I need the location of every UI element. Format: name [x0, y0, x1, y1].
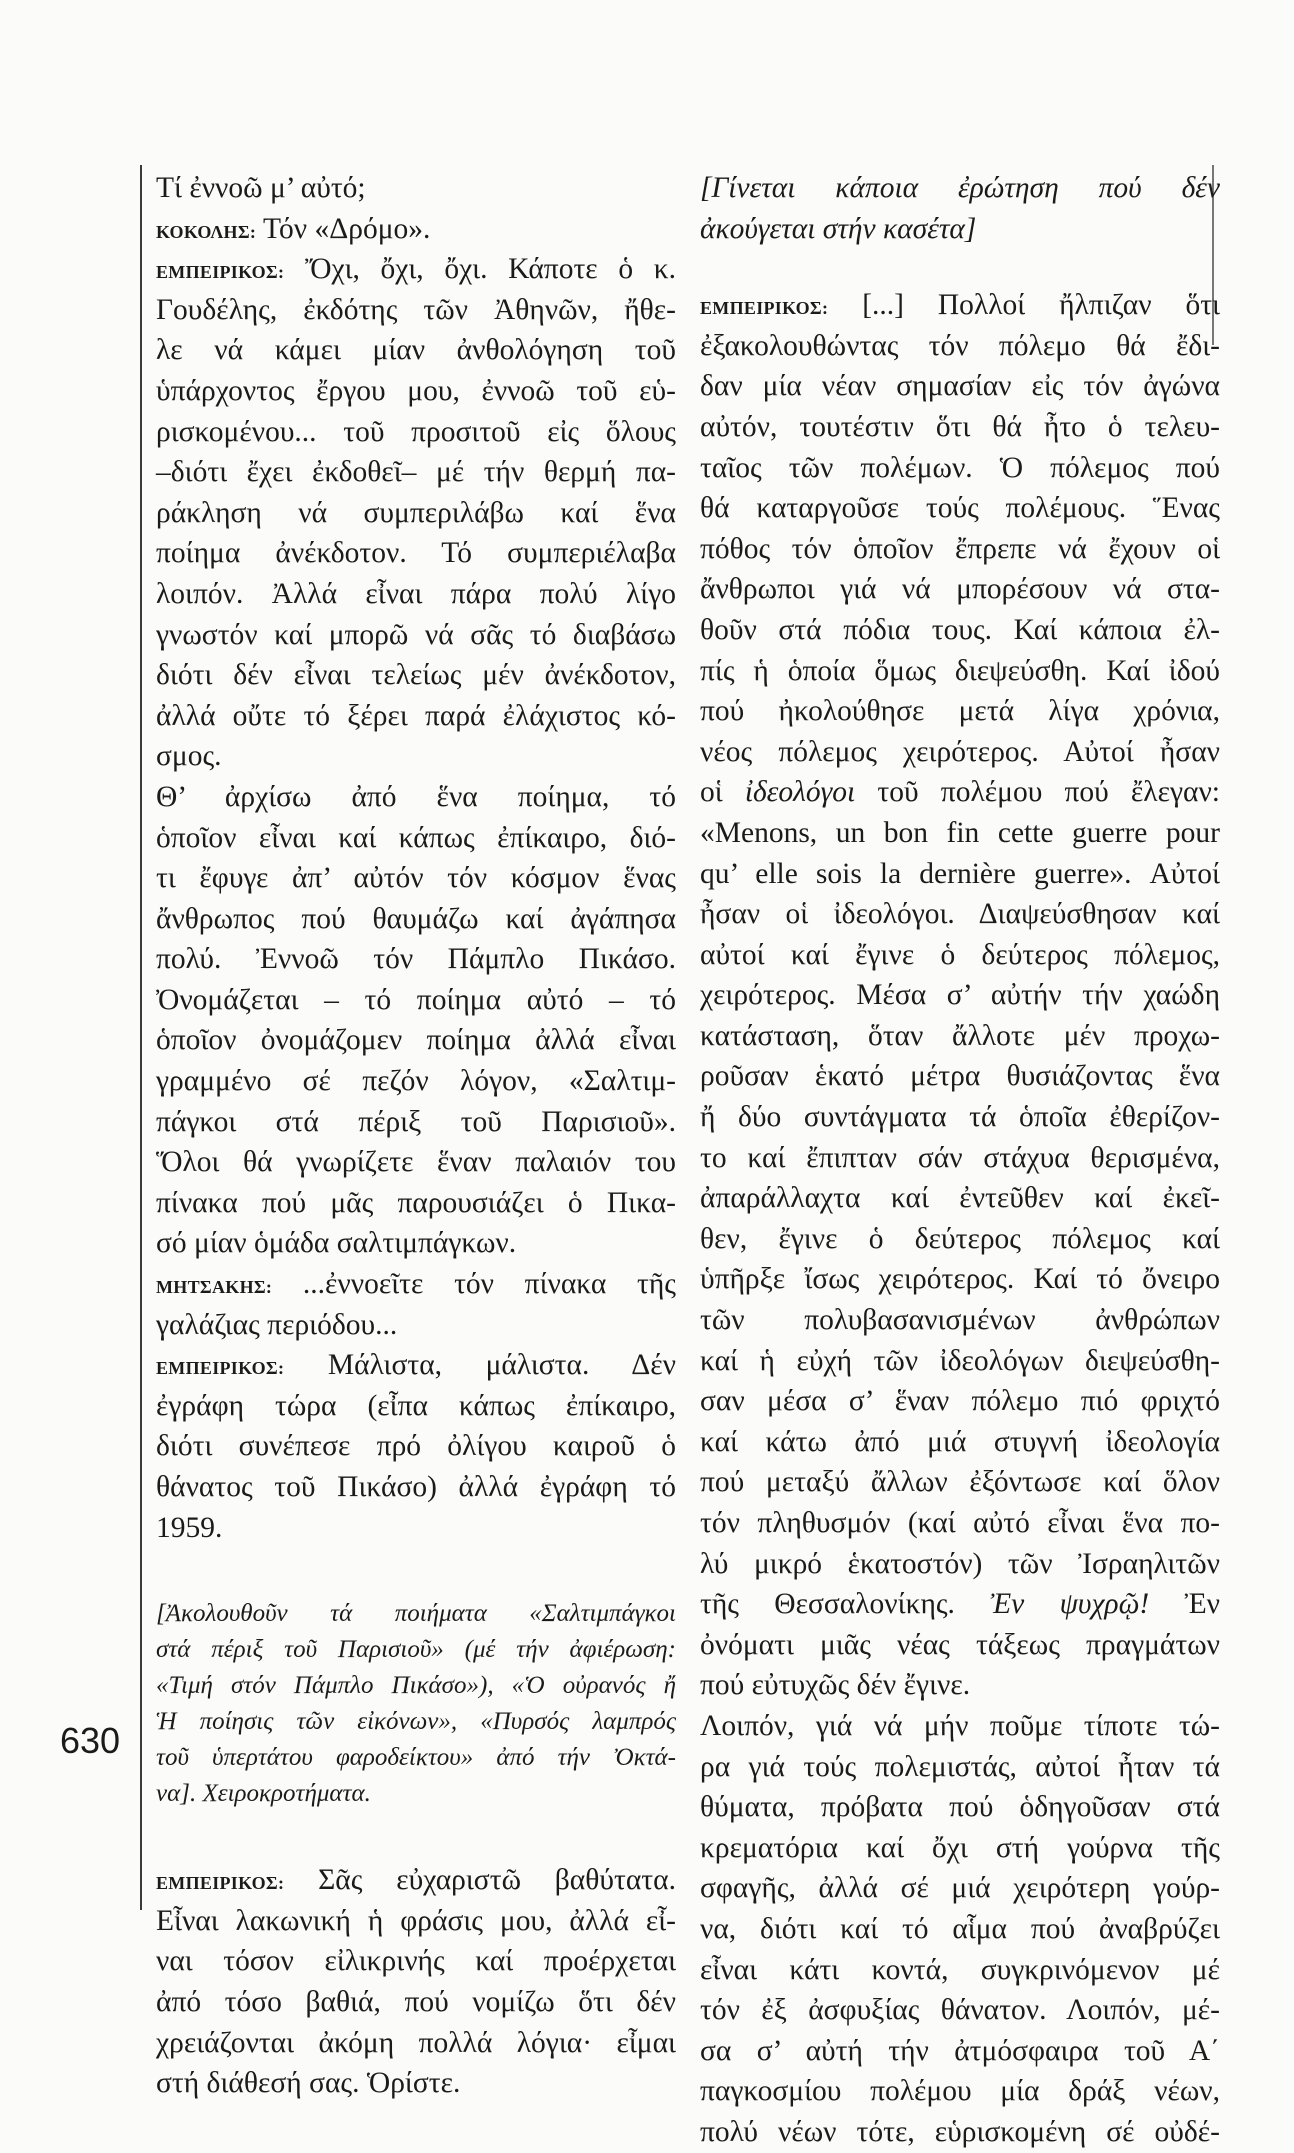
text-span: Ὄχι, ὄχι, ὄχι. Κάποτε ὁ κ. [284, 253, 676, 286]
text-span: πολύ. Ἐννοῶ τόν Πάμπλο Πικάσο. [156, 943, 676, 976]
text-line [700, 772, 1220, 813]
text-line [156, 696, 676, 737]
text-span: να, διότι καί τό αἷμα πού ἀναβρύζει [700, 1912, 1220, 1945]
text-line [156, 1668, 676, 1704]
text-line [700, 2112, 1220, 2153]
text-line [700, 1219, 1220, 1260]
text-span: ὁποῖον ὀνομάζομεν ποίημα ἀλλά εἶναι [156, 1024, 676, 1057]
text-span: διότι συνέπεσε πρό ὀλίγου καιροῦ ὁ [156, 1430, 676, 1463]
text-span: ἰδεολόγοι [744, 776, 856, 809]
text-line [156, 249, 676, 290]
text-line [700, 366, 1220, 407]
text-span: καί ἡ εὐχή τῶν ἰδεολόγων διεψεύσθη- [700, 1344, 1220, 1377]
text-span: τῶν πολυβασανισμένων ἀνθρώπων [700, 1304, 1220, 1337]
text-span: ρα γιά τούς πολεμιστάς, αὐτοί ἦταν τά [700, 1750, 1220, 1783]
text-line [700, 1706, 1220, 1747]
text-line [700, 326, 1220, 367]
text-span: ἦσαν οἱ ἰδεολόγοι. Διαψεύσθησαν καί [700, 898, 1220, 931]
text-span: Σᾶς εὐχαριστῶ βαθύτατα. [284, 1864, 676, 1897]
text-line [700, 168, 1220, 209]
text-line [700, 1909, 1220, 1950]
text-span: ἄνθρωποι γιά νά μπορέσουν νά στα- [700, 573, 1220, 606]
text-line [156, 1508, 676, 1549]
text-span: δαν μία νέαν σημασίαν εἰς τόν ἀγώνα [700, 370, 1220, 403]
text-line [156, 980, 676, 1021]
page-number: 630 [60, 1720, 121, 1761]
text-line [700, 1787, 1220, 1828]
text-line [156, 412, 676, 453]
text-line [156, 1740, 676, 1776]
speaker-name: ΕΜΠΕΙΡΙΚΟΣ: [156, 1358, 285, 1379]
text-span: Ὀνομάζεται – τό ποίημα αὐτό – τό [156, 983, 676, 1016]
text-span: αὐτόν, τουτέστιν ὅτι θά ἦτο ὁ τελευ- [700, 410, 1220, 443]
text-span: –διότι ἔχει ἐκδοθεῖ– μέ τήν θερμή πα- [156, 456, 676, 489]
paragraph-gap [700, 249, 1220, 285]
text-line [700, 285, 1220, 326]
text-line [156, 1901, 676, 1942]
text-span: ὑπάρχοντος ἔργου μου, ἐννοῶ τοῦ εὑ- [156, 374, 676, 407]
text-span: σμος. [156, 740, 222, 773]
text-line [700, 1138, 1220, 1179]
text-span: πού μεταξύ ἄλλων ἐξόντωσε καί ὅλον [700, 1466, 1220, 1499]
text-line [156, 899, 676, 940]
paragraph-gap [156, 1812, 676, 1860]
text-line [156, 2023, 676, 2064]
text-span: γνωστόν καί μπορῶ νά σᾶς τό διαβάσω [156, 618, 676, 651]
text-span: Ἡ ποίησις τῶν εἰκόνων», «Πυρσός λαμπρός [156, 1708, 676, 1736]
text-line [156, 1102, 676, 1143]
text-line [156, 736, 676, 777]
text-line [700, 529, 1220, 570]
text-span: στή διάθεσή σας. Ὁρίστε. [156, 2067, 461, 2100]
text-span: ρισκομένου... τοῦ προσιτοῦ εἰς ὅλους [156, 415, 676, 448]
text-line [156, 2063, 676, 2104]
text-span: Ἐν [1149, 1588, 1220, 1621]
text-span: Τόν «Δρόμο». [256, 212, 431, 245]
text-span: ράκληση νά συμπεριλάβω καί ἕνα [156, 496, 676, 529]
text-span: παγκοσμίου πολέμου μία δράξ νέων, [700, 2075, 1220, 2108]
text-span: ὀνόματι μιᾶς νέας τάξεως πραγμάτων [700, 1628, 1220, 1661]
text-span: ...ἐννοεῖτε τόν πίνακα τῆς [272, 1268, 676, 1301]
text-span: χρειάζονται ἀκόμη πολλά λόγια· εἶμαι [156, 2026, 676, 2059]
text-span: θοῦν στά πόδια τους. Καί κάποια ἐλ- [700, 613, 1220, 646]
text-span: τόν πληθυσμόν (καί αὐτό εἶναι ἕνα πο- [700, 1507, 1220, 1539]
text-line [156, 1223, 676, 1264]
text-line [156, 1020, 676, 1061]
text-line [156, 1061, 676, 1102]
text-line [156, 777, 676, 818]
text-span: να]. Χειροκροτήματα. [156, 1780, 371, 1808]
text-line [700, 1584, 1220, 1625]
speaker-name: ΕΜΠΕΙΡΙΚΟΣ: [156, 262, 285, 283]
text-span: θάνατος τοῦ Πικάσο) ἀλλά ἐγράφη τό [156, 1471, 676, 1503]
text-span: Μάλιστα, μάλιστα. Δέν [284, 1349, 676, 1382]
text-span: Εἶναι λακωνική ἡ φράσις μου, ἀλλά εἶ- [156, 1904, 676, 1937]
text-span: θύματα, πρόβατα πού ὁδηγοῦσαν στά [700, 1791, 1220, 1824]
text-span: πίνακα πού μᾶς παρουσιάζει ὁ Πικα- [156, 1186, 676, 1219]
text-line [156, 615, 676, 656]
text-span: πόθος τόν ὁποῖον ἔπρεπε νά ἔχουν οἱ [700, 532, 1220, 565]
text-span: πάγκοι στά πέριξ τοῦ Παρισιοῦ». [156, 1105, 676, 1138]
text-span: καί κάτω ἀπό μιά στυγνή ἰδεολογία [700, 1425, 1220, 1458]
text-line [156, 818, 676, 859]
text-span: [Ἀκολουθοῦν τά ποιήματα «Σαλτιμπάγκοι [156, 1600, 676, 1628]
text-line [700, 975, 1220, 1016]
text-line [156, 168, 676, 209]
text-line [156, 1941, 676, 1982]
text-span: ἀλλά οὔτε τό ξέρει παρά ἐλάχιστος κό- [156, 699, 676, 732]
text-span: εἶναι κάτι κοντά, συγκρινόμενον μέ [700, 1953, 1220, 1986]
text-span: ἀπό τόσο βαθιά, πού νομίζω ὅτι δέν [156, 1985, 676, 2018]
text-span: σαν μέσα σ’ ἕναν πόλεμο πιό φριχτό [700, 1385, 1220, 1418]
left-margin-rule [140, 165, 142, 1910]
text-line [156, 939, 676, 980]
text-line [700, 488, 1220, 529]
text-span: οἱ [700, 776, 745, 809]
text-span: σα σ’ αὐτή τήν ἀτμόσφαιρα τοῦ Α΄ [700, 2034, 1220, 2067]
text-line [156, 493, 676, 534]
text-line [156, 1632, 676, 1668]
text-line [700, 1462, 1220, 1503]
text-line [700, 209, 1220, 250]
text-span: ὑπῆρξε ἴσως χειρότερος. Καί τό ὄνειρο [700, 1263, 1220, 1296]
text-line [156, 1776, 676, 1812]
text-span: νέος πόλεμος χειρότερος. Αὐτοί ἦσαν [700, 735, 1220, 768]
text-line [700, 1503, 1220, 1544]
text-line [700, 813, 1220, 854]
text-line [700, 569, 1220, 610]
speaker-name: ΕΜΠΕΙΡΙΚΟΣ: [156, 1873, 285, 1894]
right-text-column [700, 168, 1220, 2153]
text-span: κρεματόρια καί ὄχι στή γούρνα τῆς [700, 1831, 1220, 1864]
text-span: πού εὐτυχῶς δέν ἔγινε. [700, 1669, 971, 1702]
text-span: γραμμένο σέ πεζόν λόγον, «Σαλτιμ- [156, 1065, 676, 1098]
text-line [156, 1426, 676, 1467]
text-span: Γουδέλης, ἐκδότης τῶν Ἀθηνῶν, ἤθε- [156, 293, 676, 326]
text-line [700, 1950, 1220, 1991]
text-span: [...] Πολλοί ἤλπιζαν ὅτι [828, 289, 1220, 322]
text-span: ὁποῖον εἶναι καί κάπως ἐπίκαιρο, διό- [156, 821, 676, 854]
text-span: Θ’ ἀρχίσω ἀπό ἕνα ποίημα, τό [156, 780, 676, 813]
text-span: τοῦ ὑπερτάτου φαροδείκτου» ἀπό τήν Ὀκτά- [156, 1744, 676, 1772]
text-line [156, 452, 676, 493]
text-line [156, 1596, 676, 1632]
text-line [156, 1183, 676, 1224]
text-span: Ὅλοι θά γνωρίζετε ἕναν παλαιόν του [156, 1146, 676, 1179]
text-span: Λοιπόν, γιά νά μήν ποῦμε τίποτε τώ- [700, 1709, 1220, 1742]
text-line [700, 854, 1220, 895]
text-span: πού ἠκολούθησε μετά λίγα χρόνια, [700, 695, 1220, 728]
text-line [156, 655, 676, 696]
text-line [700, 1747, 1220, 1788]
text-span: «Τιμή στόν Πάμπλο Πικάσο»), «Ὁ οὐρανός ἤ [156, 1672, 676, 1700]
text-line [700, 1828, 1220, 1869]
speaker-name: ΜΗΤΣΑΚΗΣ: [156, 1277, 273, 1298]
text-span: κατάσταση, ὅταν ἄλλοτε μέν προχω- [700, 1019, 1220, 1052]
text-line [700, 610, 1220, 651]
text-line [156, 330, 676, 371]
text-line [700, 691, 1220, 732]
text-span: τόν ἐξ ἀσφυξίας θάνατον. Λοιπόν, μέ- [700, 1994, 1220, 2027]
text-span: ταῖος τῶν πολέμων. Ὁ πόλεμος πού [700, 451, 1220, 484]
text-span: θεν, ἔγινε ὁ δεύτερος πόλεμος καί [700, 1222, 1220, 1255]
text-line [700, 2071, 1220, 2112]
text-line [700, 651, 1220, 692]
text-line [156, 1305, 676, 1346]
text-span: λοιπόν. Ἀλλά εἶναι πάρα πολύ λίγο [156, 577, 676, 610]
text-span: λύ μικρό ἑκατοστόν) τῶν Ἰσραηλιτῶν [700, 1547, 1220, 1580]
text-span: τι ἔφυγε ἀπ’ αὐτόν τόν κόσμον ἕνας [156, 862, 676, 895]
text-line [156, 1982, 676, 2023]
text-span: ἤ δύο συντάγματα τά ὁποῖα ἐθερίζον- [700, 1101, 1220, 1134]
text-span: ἐξακολουθώντας τόν πόλεμο θά ἔδι- [700, 329, 1220, 362]
text-span: πολύ νέων τότε, εὑρισκομένη σέ οὐδέ- [700, 2115, 1220, 2148]
text-line [156, 371, 676, 412]
text-line [156, 1386, 676, 1427]
text-line [156, 1467, 676, 1508]
text-span: ἐγράφη τώρα (εἶπα κάπως ἐπίκαιρο, [156, 1389, 676, 1422]
text-span: χειρότερος. Μέσα σ’ αὐτήν τήν χαώδη [700, 979, 1220, 1012]
text-line [156, 533, 676, 574]
text-span: στά πέριξ τοῦ Παρισιοῦ» (μέ τήν ἀφιέρωση: [156, 1636, 676, 1664]
text-line [156, 1345, 676, 1386]
text-span: ἀπαράλλαχτα καί ἐντεῦθεν καί ἐκεῖ- [700, 1182, 1220, 1215]
text-span: 1959. [156, 1511, 223, 1544]
text-span: Τί ἐννοῶ μ’ αὐτό; [156, 172, 366, 204]
text-span: ποίημα ἀνέκδοτον. Τό συμπεριέλαβα [156, 537, 676, 570]
text-line [156, 1860, 676, 1901]
text-line [700, 1422, 1220, 1463]
text-line [700, 1665, 1220, 1706]
text-line [156, 209, 676, 250]
text-line [156, 1142, 676, 1183]
text-span: το καί ἔπιπταν σάν στάχυα θερισμένα, [700, 1141, 1220, 1174]
text-span: θά καταργοῦσε τούς πολέμους. Ἕνας [700, 492, 1220, 525]
text-line [700, 935, 1220, 976]
text-line [700, 448, 1220, 489]
text-line [700, 1990, 1220, 2031]
text-span: διότι δέν εἶναι τελείως μέν ἀνέκδοτον, [156, 659, 676, 692]
text-line [156, 290, 676, 331]
text-line [700, 1868, 1220, 1909]
text-line [156, 1704, 676, 1740]
text-line [700, 1300, 1220, 1341]
text-span: λε νά κάμει μίαν ἀνθολόγηση τοῦ [156, 334, 676, 367]
text-line [700, 2031, 1220, 2072]
text-span: «Menons, un bon fin cette guerre pour [700, 816, 1220, 849]
text-line [700, 1016, 1220, 1057]
text-line [700, 1178, 1220, 1219]
text-span: Ἐν ψυχρῷ! [990, 1588, 1150, 1621]
text-span: αὐτοί καί ἔγινε ὁ δεύτερος πόλεμος, [700, 938, 1220, 971]
text-span: ἀκούγεται στήν κασέτα] [700, 212, 977, 245]
text-span: ναι τόσον εἰλικρινής καί προέρχεται [156, 1945, 676, 1978]
text-span: τοῦ πολέμου πού ἔλεγαν: [855, 776, 1220, 809]
text-line [700, 1544, 1220, 1585]
text-line [700, 1625, 1220, 1666]
text-span: τῆς Θεσσαλονίκης. [700, 1588, 991, 1621]
text-line [700, 732, 1220, 773]
text-span: σό μίαν ὁμάδα σαλτιμπάγκων. [156, 1227, 517, 1260]
left-text-column [156, 168, 676, 2104]
text-span: [Γίνεται κάποια ἐρώτηση πού δέν [700, 172, 1220, 204]
text-span: ἄνθρωπος πού θαυμάζω καί ἀγάπησα [156, 902, 676, 935]
paragraph-gap [156, 1548, 676, 1596]
text-line [700, 407, 1220, 448]
text-line [156, 858, 676, 899]
text-span: ροῦσαν ἑκατό μέτρα θυσιάζοντας ἕνα [700, 1060, 1220, 1093]
text-line [700, 1056, 1220, 1097]
text-line [700, 1259, 1220, 1300]
text-line [156, 1264, 676, 1305]
text-span: πίς ἡ ὁποία ὅμως διεψεύσθη. Καί ἰδού [700, 654, 1220, 687]
text-span: qu’ elle sois la dernière guerre». Αὐτοί [700, 857, 1220, 890]
text-line [700, 1097, 1220, 1138]
text-line [700, 1381, 1220, 1422]
text-span: σφαγῆς, ἀλλά σέ μιά χειρότερη γούρ- [700, 1872, 1220, 1905]
text-line [700, 1341, 1220, 1382]
speaker-name: ΚΟΚΟΛΗΣ: [156, 221, 257, 242]
speaker-name: ΕΜΠΕΙΡΙΚΟΣ: [700, 298, 829, 319]
text-span: γαλάζιας περιόδου... [156, 1308, 398, 1341]
text-line [156, 574, 676, 615]
text-line [700, 894, 1220, 935]
